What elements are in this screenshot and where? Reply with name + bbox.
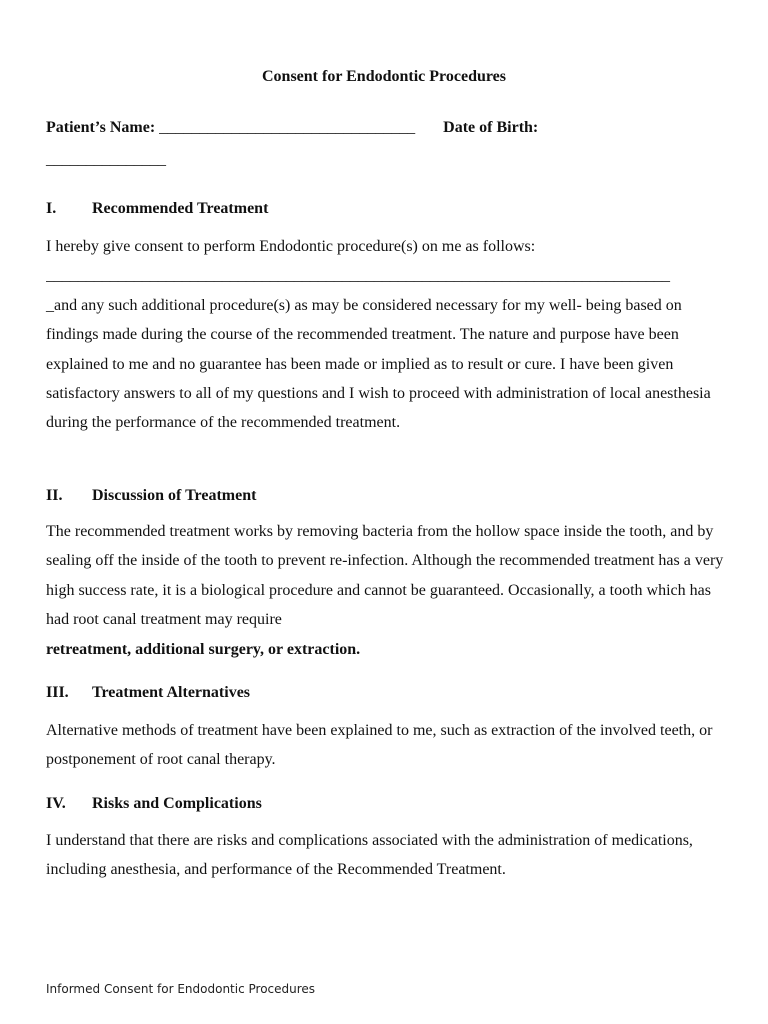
- section-title: Discussion of Treatment: [92, 487, 257, 504]
- section-1-intro: I hereby give consent to perform Endodontic procedure(s) on me as follows:: [46, 238, 536, 255]
- section-number: IV.: [46, 795, 66, 812]
- section-1-heading: [46, 200, 268, 218]
- section-4-body: I understand that there are risks and complications associated with the administration of medications, including anesthesia, and performance of the Recommended Treatment.: [46, 832, 693, 879]
- section-3-heading: [46, 684, 250, 702]
- section-2-text: The recommended treatment works by removing bacteria from the hollow space inside the tooth, and by sealing off the inside of the tooth to prevent re-infection. Although the recommended treatment has a very high success rate, it is a biological procedure and cannot be guaranteed. Occasionally, a tooth which has had root canal treatment may require: [46, 523, 724, 629]
- section-2-heading: [46, 487, 256, 505]
- section-title: Treatment Alternatives: [92, 684, 251, 701]
- patient-name-field[interactable]: ________________________________: [159, 119, 416, 136]
- section-2-bold-text: retreatment, additional surgery, or extraction.: [46, 640, 361, 658]
- date-of-birth-label: Date of Birth:: [443, 119, 539, 136]
- section-number: I.: [46, 200, 57, 217]
- section-number: II.: [46, 487, 63, 504]
- section-title: Risks and Complications: [92, 795, 262, 812]
- section-4-heading: [46, 795, 262, 813]
- section-1-text: _and any such additional procedure(s) as may be considered necessary for my well- being based on findings made during the course of the recommended treatment. The nature and purpose have been explained to me and no guarantee has been made or implied as to result or cure. I have been given satisfactory answers to all of my questions and I wish to proceed with administration of local anesthesia during the performance of the recommended treatment.: [46, 296, 711, 432]
- date-of-birth-field[interactable]: _______________: [46, 151, 166, 168]
- section-title: Recommended Treatment: [92, 200, 269, 217]
- page-footer: Informed Consent for Endodontic Procedures: [46, 982, 316, 996]
- patient-name-label: Patient’s Name:: [46, 119, 156, 136]
- document-title: Consent for Endodontic Procedures: [261, 68, 506, 85]
- procedure-fill-line[interactable]: ______________________________________________________________________________: [46, 267, 670, 285]
- section-number: III.: [46, 684, 69, 701]
- section-2-body: [46, 517, 726, 664]
- patient-info-row: [46, 119, 736, 137]
- section-1-body: [46, 232, 726, 438]
- section-3-body: Alternative methods of treatment have been explained to me, such as extraction of the involved teeth, or postponement of root canal therapy.: [46, 722, 713, 769]
